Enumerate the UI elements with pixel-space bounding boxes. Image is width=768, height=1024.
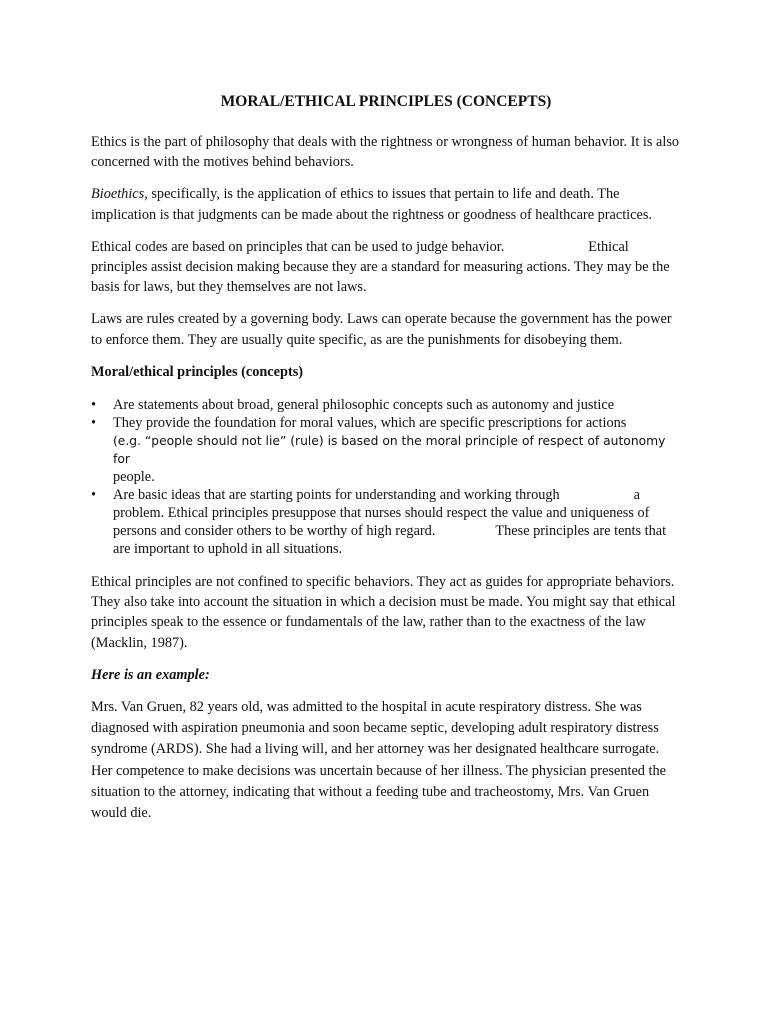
document-body	[91, 92, 681, 836]
subheading-moral-principles: Moral/ethical principles (concepts)	[91, 363, 304, 380]
paragraph-guides: Ethical principles are not confined to specific behaviors. They act as guides for appropriate behaviors. They also take into account the situation in which a decision must be made. You might say that ethical principles speak to the essence or fundamentals of the law, rather than to the exactness of the law (Macklin, 1987).	[91, 574, 676, 651]
paragraph-ethical-codes	[91, 237, 681, 298]
bullet-3-text-a: Are basic ideas that are starting points for understanding and working through	[113, 487, 560, 504]
paragraph-ethics-definition: Ethics is the part of philosophy that deals with the rightness or wrongness of human behavior. It is also concerned with the motives behind behaviors.	[91, 134, 680, 171]
ethical-codes-text-a: Ethical codes are based on principles that can be used to judge behavior.	[91, 238, 505, 255]
bullet-3-text-b: a problem. Ethical principles presuppose that nurses should respect the value and uniqueness of persons and consider others to be worthy of high regard.	[113, 487, 650, 540]
principles-bullet-list	[91, 396, 681, 558]
example-heading: Here is an example:	[91, 666, 210, 683]
bullet-2-text-b: (e.g. “people should not lie” (rule) is based on the moral principle of respect of autonomy for	[113, 434, 666, 467]
paragraph-example: Mrs. Van Gruen, 82 years old, was admitted to the hospital in acute respiratory distress. She was diagnosed with aspiration pneumonia and soon became septic, developing adult respiratory distress syndrome (ARDS). She had a living will, and her attorney was her designated healthcare surrogate. Her competence to make decisions was uncertain because of her illness. The physician presented the situation to the attorney, indicating that without a feeding tube and tracheostomy, Mrs. Van Gruen would die.	[91, 699, 666, 822]
bullet-1-text: Are statements about broad, general philosophic concepts such as autonomy and justice	[113, 397, 615, 414]
bullet-3-text-c: These principles are tents that are important to uphold in all situations.	[113, 523, 667, 558]
list-item	[91, 396, 681, 414]
list-item	[91, 486, 681, 558]
bullet-2-text-a: They provide the foundation for moral values, which are specific prescriptions for actions	[113, 415, 627, 432]
paragraph-laws: Laws are rules created by a governing body. Laws can operate because the government has the power to enforce them. They are usually quite specific, as are the punishments for disobeying them.	[91, 311, 672, 348]
ethical-codes-text-b: Ethical principles assist decision making because they are a standard for measuring actions. They may be the basis for laws, but they themselves are not laws.	[91, 238, 670, 296]
bioethics-text: , specifically, is the application of ethics to issues that pertain to life and death. The implication is that judgments can be made about the rightness or goodness of healthcare practices.	[91, 186, 652, 223]
bullet-2-text-c: people.	[113, 469, 155, 486]
list-item	[91, 414, 681, 486]
document-title: MORAL/ETHICAL PRINCIPLES (CONCEPTS)	[220, 93, 552, 110]
bioethics-term: Bioethics	[91, 186, 145, 203]
paragraph-bioethics	[91, 184, 681, 224]
